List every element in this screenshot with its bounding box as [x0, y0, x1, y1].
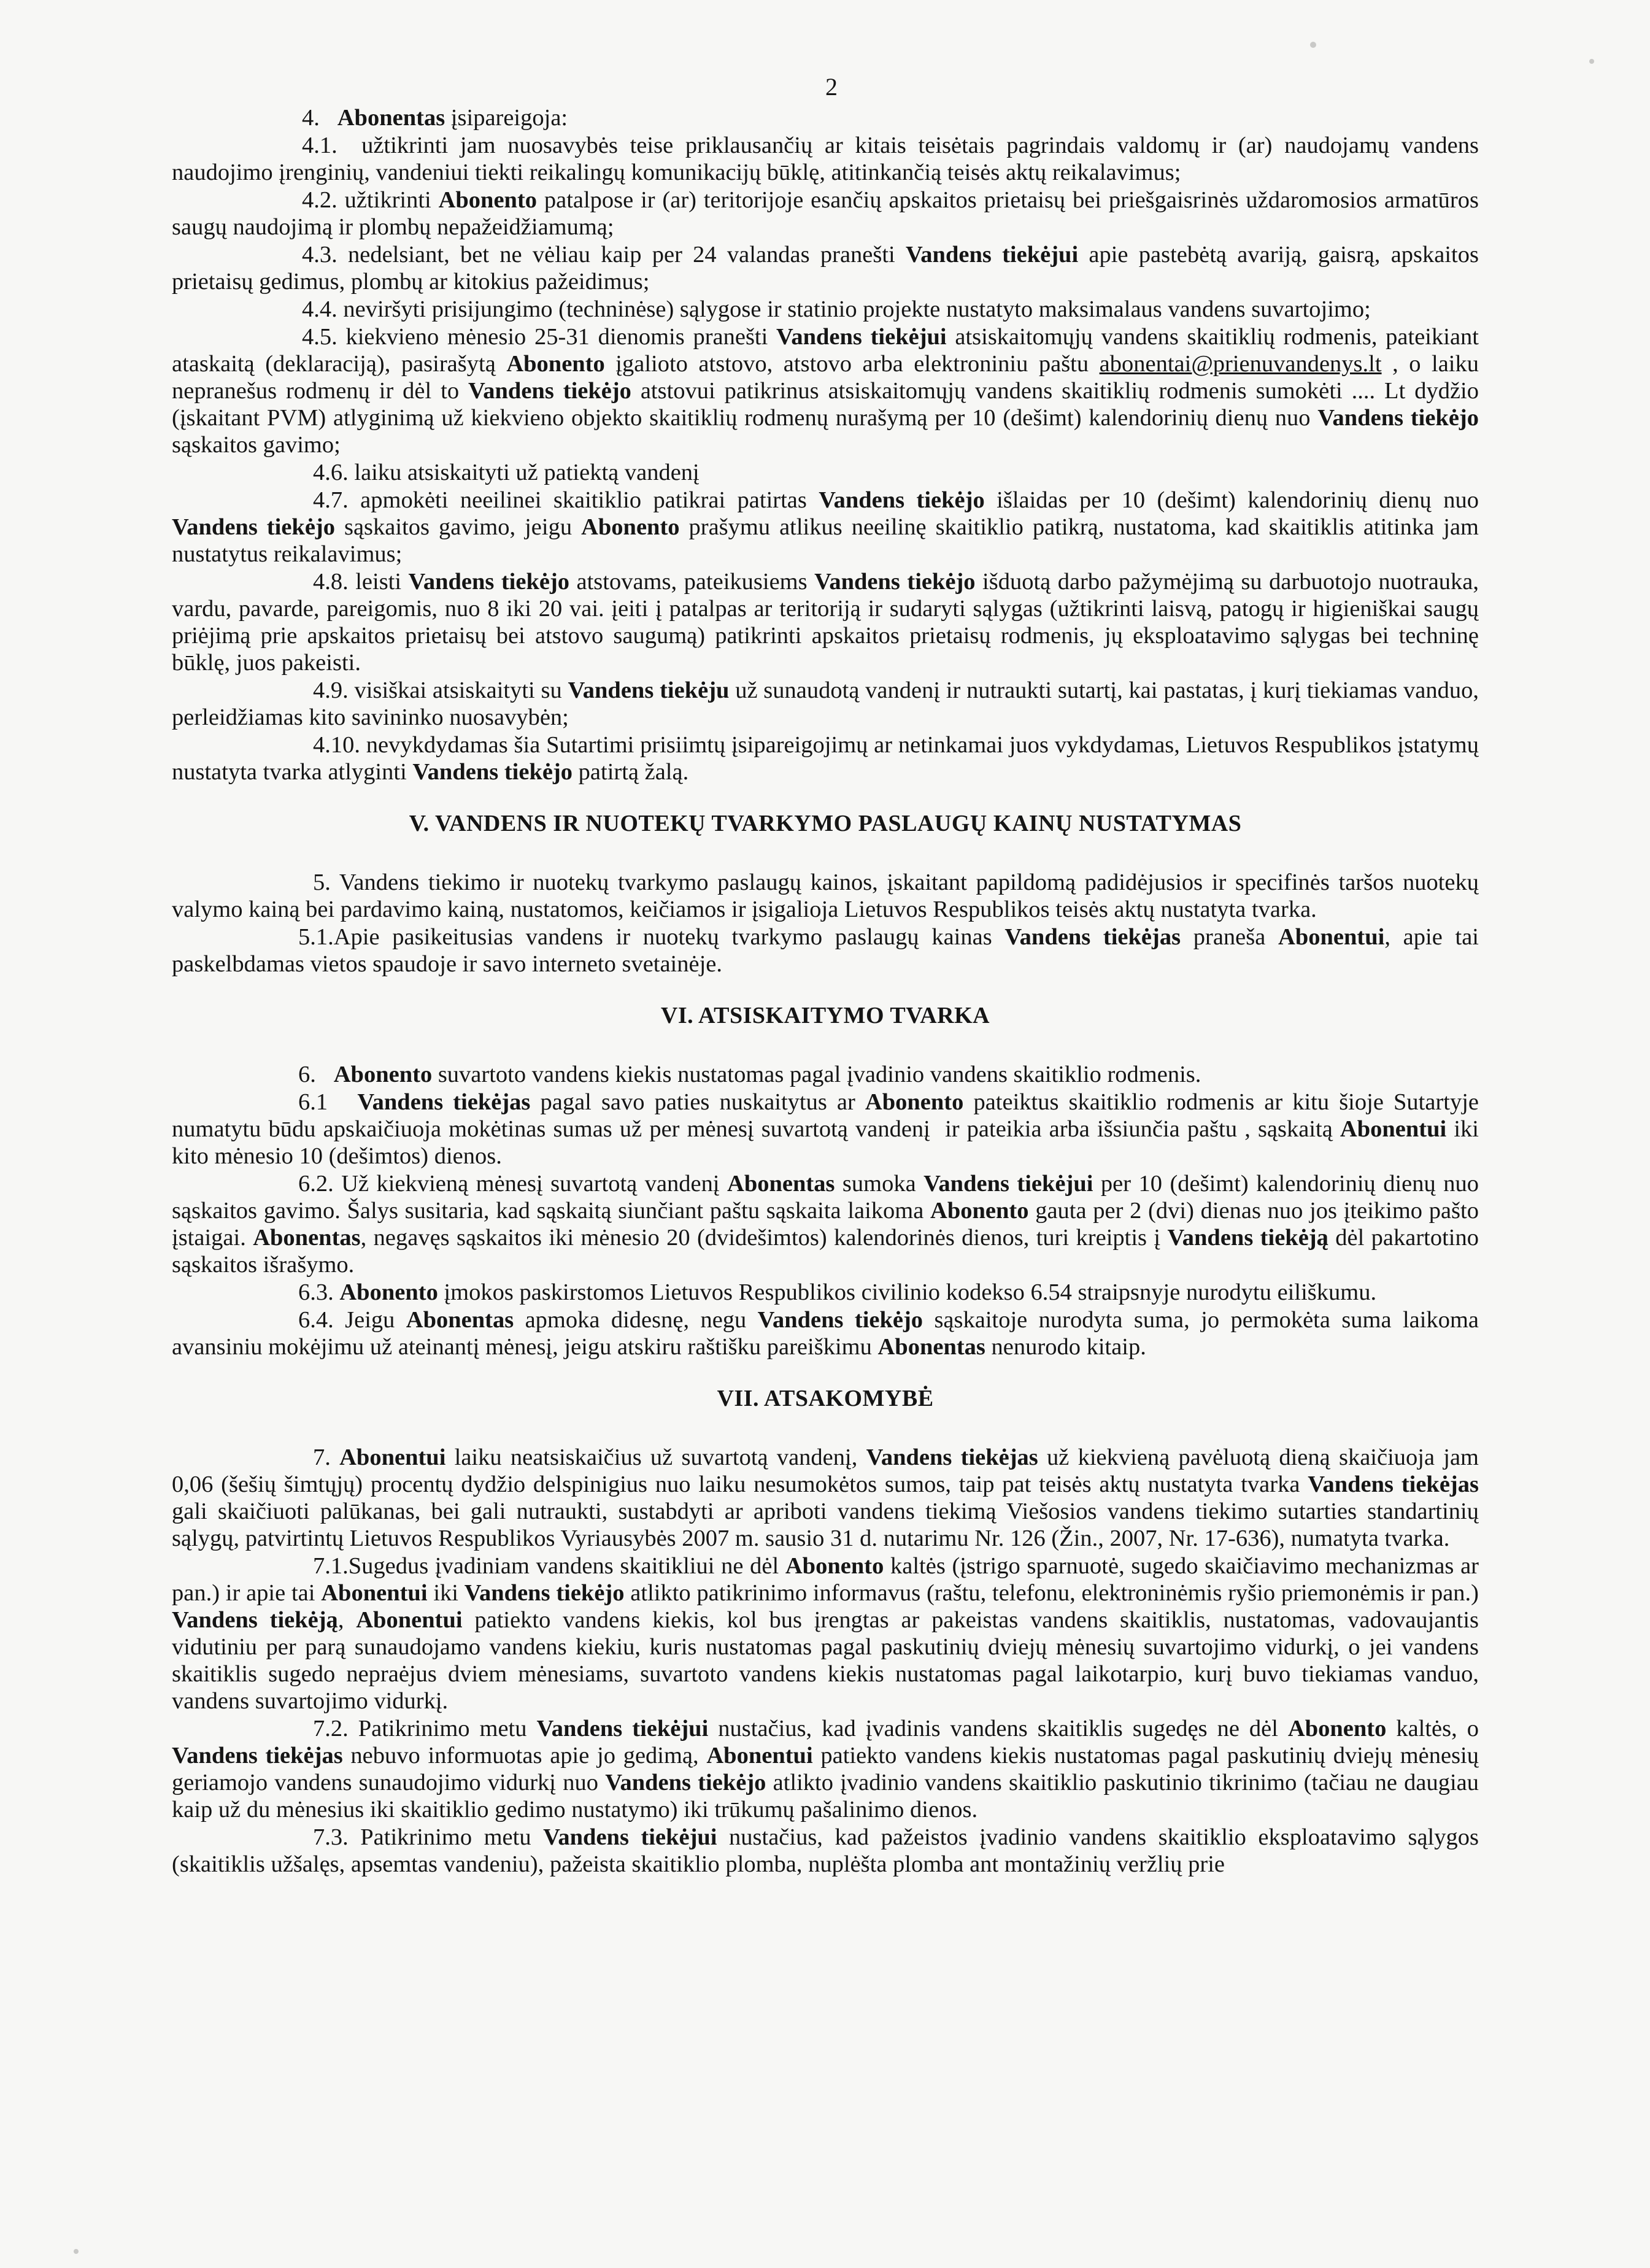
section-7-liability: [172, 1444, 1479, 1878]
paragraph-p4: 4. Abonentas įsipareigoja:: [302, 105, 568, 131]
paragraph-p4-3: 4.3. nedelsiant, bet ne vėliau kaip per 24 valandas pranešti Vandens tiekėjui apie pastebėtą avariją, gaisrą, apskaitos prietaisų gedimus, plombų ar kitokius pažeidimus;: [172, 242, 1479, 295]
page-number: 2: [825, 73, 838, 101]
paragraph-p7-2: 7.2. Patikrinimo metu Vandens tiekėjui nustačius, kad įvadinis vandens skaitiklis sugedęs ne dėl Abonento kaltės, o Vandens tiekėjas nebuvo informuotas apie jo gedimą, Abonentui patiekto vandens kiekis nustatomas pagal paskutinių dviejų mėnesių geriamojo vandens sunaudojimo vidurkį nuo Vandens tiekėjo atlikto įvadinio vandens skaitiklio paskutinio tikrinimo (tačiau ne daugiau kaip už du mėnesius iki skaitiklio gedimo nustatymo) iki trūkumų pašalinimo dienos.: [172, 1716, 1479, 1822]
paragraph-p6-3: 6.3. Abonento įmokos paskirstomos Lietuvos Respublikos civilinio kodekso 6.54 straipsnyje nurodytu eiliškumu.: [298, 1279, 1377, 1305]
section-5-pricing: [172, 869, 1479, 978]
paragraph-p5: 5. Vandens tiekimo ir nuotekų tvarkymo paslaugų kainos, įskaitant papildomą padidėjusios ir specifinės taršos nuotekų valymo kainą bei pardavimo kainą, nustatomos, keičiamos ir įsigalioja Lietuvos Respublikos teisės aktų nustatyta tvarka.: [172, 870, 1479, 922]
paragraph-p7: 7. Abonentui laiku neatsiskaičius už suvartotą vandenį, Vandens tiekėjas už kiekvieną pavėluotą dieną skaičiuoja jam 0,06 (šešių šimtųjų) procentų dydžio delspinigius nuo laiku nesumokėtos sumos, taip pat teisės aktų nustatyta tvarka Vandens tiekėjas gali skaičiuoti palūkanas, bei gali nutraukti, sustabdyti ar apriboti vandens tiekimą Viešosios vandens tiekimo sutarties standartinių sąlygų, patvirtintų Lietuvos Respublikos Vyriausybės 2007 m. sausio 31 d. nutarimu Nr. 126 (Žin., 2007, Nr. 17-636), numatyta tvarka.: [172, 1444, 1479, 1551]
heading-section-vi: VI. ATSISKAITYMO TVARKA: [660, 1003, 990, 1028]
paragraph-p4-7: 4.7. apmokėti neeilinei skaitiklio patikrai patirtas Vandens tiekėjo išlaidas per 10 (dešimt) kalendorinių dienų nuo Vandens tiekėjo sąskaitos gavimo, jeigu Abonento prašymu atlikus neeilinę skaitiklio patikrą, nustatoma, kad skaitiklis atitinka jam nustatytus reikalavimus;: [172, 487, 1479, 567]
paragraph-p6: 6. Abonento suvartoto vandens kiekis nustatomas pagal įvadinio vandens skaitiklio rodmenis.: [298, 1062, 1201, 1087]
document-body: [172, 104, 1479, 1878]
paragraph-p4-2: 4.2. užtikrinti Abonento patalpose ir (ar) teritorijoje esančių apskaitos prietaisų bei priešgaisrinės uždaromosios armatūros saugų naudojimą ir plombų nepažeidžiamumą;: [172, 187, 1479, 240]
heading-section-vii: VII. ATSAKOMYBĖ: [717, 1386, 934, 1411]
scan-speck: [1589, 59, 1594, 64]
paragraph-p6-2: 6.2. Už kiekvieną mėnesį suvartotą vandenį Abonentas sumoka Vandens tiekėjui per 10 (dešimt) kalendorinių dienų nuo sąskaitos gavimo. Šalys susitaria, kad sąskaitą siunčiant paštu sąskaita laikoma Abonento gauta per 2 (dvi) dienas nuo jos įteikimo pašto įstaigai. Abonentas, negavęs sąskaitos iki mėnesio 20 (dvidešimtos) kalendorinės dienos, turi kreiptis į Vandens tiekėją dėl pakartotino sąskaitos išrašymo.: [172, 1171, 1479, 1278]
heading-section-v: V. VANDENS IR NUOTEKŲ TVARKYMO PASLAUGŲ KAINŲ NUSTATYMAS: [409, 811, 1242, 836]
paragraph-p4-9: 4.9. visiškai atsiskaityti su Vandens tiekėju už sunaudotą vandenį ir nutraukti sutartį, kai pastatas, į kurį tiekiamas vanduo, perleidžiamas kito savininko nuosavybėn;: [172, 677, 1479, 730]
paragraph-p7-1: 7.1.Sugedus įvadiniam vandens skaitikliui ne dėl Abonento kaltės (įstrigo sparnuotė, sugedo skaičiavimo mechanizmas ar pan.) ir apie tai Abonentui iki Vandens tiekėjo atlikto patikrinimo informavus (raštu, telefonu, elektroninėmis ryšio priemonėmis ir pan.) Vandens tiekėją, Abonentui patiekto vandens kiekis, kol bus įrengtas ar pakeistas vandens skaitiklis, nustatomas, vadovaujantis vidutiniu per parą sunaudojamo vandens kiekiu, kuris nustatomas pagal paskutinių dviejų mėnesių suvartojimo vidurkį, o jei vandens skaitiklis sugedo nepraėjus dviem mėnesiams, suvartoto vandens kiekis nustatomas pagal laikotarpio, kurį buvo tiekiamas vanduo, vandens suvartojimo vidurkį.: [172, 1553, 1479, 1714]
scan-speck: [74, 2249, 79, 2254]
paragraph-p4-8: 4.8. leisti Vandens tiekėjo atstovams, pateikusiems Vandens tiekėjo išduotą darbo pažymėjimą su darbuotojo nuotrauka, vardu, pavarde, pareigomis, nuo 8 iki 20 vai. įeiti į patalpas ar teritoriją ir sudaryti sąlygas (užtikrinti laisvą, patogų ir higieniškai saugų priėjimą prie apskaitos prietaisų bei atstovo saugumą) patikrinti apskaitos prietaisų rodmenis, jų eksploatavimo sąlygas bei techninę būklę, juos pakeisti.: [172, 569, 1479, 676]
scan-speck: [1310, 42, 1316, 48]
paragraph-p4-4: 4.4. neviršyti prisijungimo (techninėse) sąlygose ir statinio projekte nustatyto maksimalaus vandens suvartojimo;: [302, 296, 1371, 322]
paragraph-p4-6: 4.6. laiku atsiskaityti už patiektą vandenį: [313, 460, 700, 485]
paragraph-p4-10: 4.10. nevykdydamas šia Sutartimi prisiimtų įsipareigojimų ar netinkamai juos vykdydamas, Lietuvos Respublikos įstatymų nustatyta tvarka atlyginti Vandens tiekėjo patirtą žalą.: [172, 732, 1479, 785]
paragraph-p6-1: 6.1 Vandens tiekėjas pagal savo paties nuskaitytus ar Abonento pateiktus skaitiklio rodmenis ar kitu šioje Sutartyje numatytu būdu apskaičiuoja mokėtinas sumas už per mėnesį suvartotą vandenį ir pateikia arba išsiunčia paštu , sąskaitą Abonentui iki kito mėnesio 10 (dešimtos) dienos.: [172, 1089, 1479, 1169]
paragraph-p7-3: 7.3. Patikrinimo metu Vandens tiekėjui nustačius, kad pažeistos įvadinio vandens skaitiklio eksploatavimo sąlygos (skaitiklis užšalęs, apsemtas vandeniu), pažeista skaitiklio plomba, nuplėšta plomba ant montažinių veržlių prie: [172, 1824, 1479, 1877]
paragraph-p6-4: 6.4. Jeigu Abonentas apmoka didesnę, negu Vandens tiekėjo sąskaitoje nurodyta suma, jo permokėta suma laikoma avansiniu mokėjimu už ateinantį mėnesį, jeigu atskiru raštišku pareiškimu Abonentas nenurodo kitaip.: [172, 1307, 1479, 1360]
paragraph-p5-1: 5.1.Apie pasikeitusias vandens ir nuotekų tvarkymo paslaugų kainas Vandens tiekėjas praneša Abonentui, apie tai paskelbdamas vietos spaudoje ir savo interneto svetainėje.: [172, 924, 1479, 977]
section-4-obligations: [172, 104, 1479, 785]
paragraph-p4-1: 4.1. užtikrinti jam nuosavybės teise priklausančių ar kitais teisėtais pagrindais valdomų ir (ar) naudojamų vandens naudojimo įrenginių, vandeniui tiekti reikalingų komunikacijų būklę, atitinkančią teisės aktų reikalavimus;: [172, 133, 1479, 185]
section-6-settlement: [172, 1061, 1479, 1360]
paragraph-p4-5: 4.5. kiekvieno mėnesio 25-31 dienomis pranešti Vandens tiekėjui atsiskaitomųjų vandens skaitiklių rodmenis, pateikiant ataskaitą (deklaraciją), pasirašytą Abonento įgalioto atstovo, atstovo arba elektroniniu paštu abonentai@prienuvandenys.lt , o laiku nepranešus rodmenų ir dėl to Vandens tiekėjo atstovui patikrinus atsiskaitomųjų vandens skaitiklių rodmenis sumokėti .... Lt dydžio (įskaitant PVM) atlyginimą už kiekvieno objekto skaitiklių rodmenų nurašymą per 10 (dešimt) kalendorinių dienų nuo Vandens tiekėjo sąskaitos gavimo;: [172, 324, 1479, 458]
